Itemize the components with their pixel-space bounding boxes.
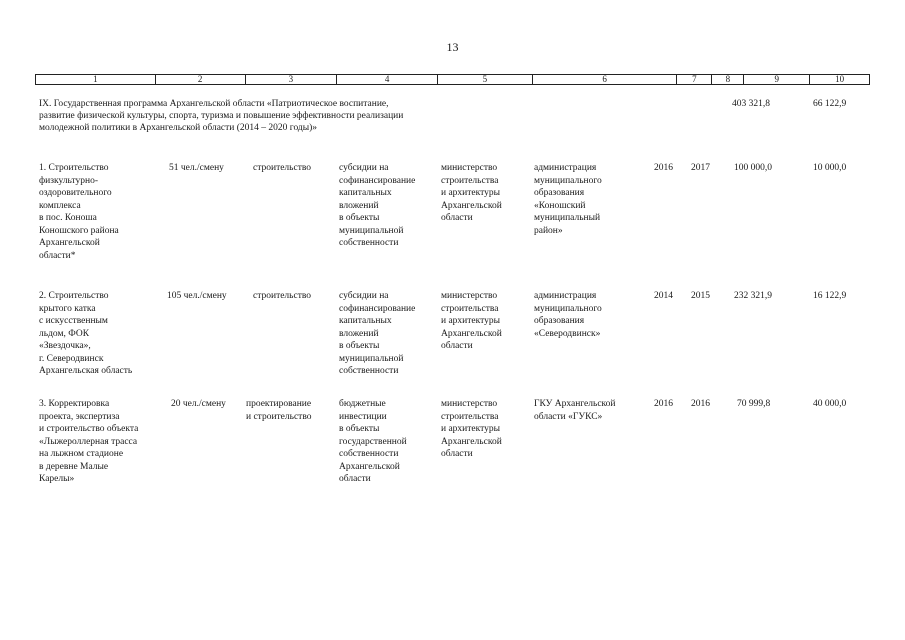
row-3-ministry: министерство строительства и архитектуры Архангельской области <box>441 399 502 459</box>
row-2-capacity: 105 чел./смену <box>167 291 227 301</box>
row-2-year-end: 2015 <box>691 291 710 301</box>
row-3-capacity: 20 чел./смену <box>171 399 226 409</box>
row-1-name: 1. Строительство физкультурно- оздоровительного комплекса в пос. Коноша Коношского района Архангельской области* <box>39 163 119 261</box>
table-header-row <box>35 74 870 85</box>
row-2-amount: 16 122,9 <box>813 291 847 301</box>
row-1-customer: администрация муниципального образования «Коношский муниципальный район» <box>534 163 602 236</box>
header-col-2: 2 <box>156 75 246 84</box>
row-2-year-start: 2014 <box>654 291 673 301</box>
row-3-name: 3. Корректировка проекта, экспертиза и строительство объекта «Лыжероллерная трасса на лыжном стадионе в деревне Малые Карелы» <box>39 399 139 484</box>
row-2-work-type: строительство <box>253 291 312 301</box>
header-col-6: 6 <box>533 75 678 84</box>
row-1-work-type: строительство <box>253 163 312 173</box>
section-total: 403 321,8 <box>732 99 770 109</box>
header-col-1: 1 <box>36 75 156 84</box>
row-1-year-end: 2017 <box>691 163 710 173</box>
row-2-total: 232 321,9 <box>734 291 772 301</box>
section-amount: 66 122,9 <box>813 99 847 109</box>
row-3-total: 70 999,8 <box>737 399 771 409</box>
row-1-capacity: 51 чел./смену <box>169 163 224 173</box>
row-1-year-start: 2016 <box>654 163 673 173</box>
section-title: IX. Государственная программа Архангельской области «Патриотическое воспитание, развитие физической культуры, спорта, туризма и повышение эффективности реализации молодежной политики в Архангельской области (2014 – 2020 годы)» <box>39 99 404 133</box>
row-1-ministry: министерство строительства и архитектуры Архангельской области <box>441 163 502 223</box>
header-col-4: 4 <box>337 75 438 84</box>
page-number: 13 <box>446 40 459 54</box>
row-2-funding: субсидии на софинансирование капитальных вложений в объекты муниципальной собственности <box>339 291 416 376</box>
row-2-customer: администрация муниципального образования «Северодвинск» <box>534 291 602 339</box>
row-3-funding: бюджетные инвестиции в объекты государственной собственности Архангельской области <box>339 399 407 484</box>
row-3-year-start: 2016 <box>654 399 673 409</box>
row-2-ministry: министерство строительства и архитектуры Архангельской области <box>441 291 502 351</box>
row-1-total: 100 000,0 <box>734 163 772 173</box>
row-3-year-end: 2016 <box>691 399 710 409</box>
header-col-10: 10 <box>835 74 845 84</box>
header-col-8: 8 <box>712 75 744 84</box>
header-col-9: 9 <box>744 75 810 84</box>
row-3-amount: 40 000,0 <box>813 399 847 409</box>
header-col-5: 5 <box>438 75 533 84</box>
row-1-funding: субсидии на софинансирование капитальных вложений в объекты муниципальной собственности <box>339 163 416 248</box>
row-1-amount: 10 000,0 <box>813 163 847 173</box>
row-3-customer: ГКУ Архангельской области «ГУКС» <box>534 399 616 422</box>
row-2-name: 2. Строительство крытого катка с искусственным льдом, ФОК «Звездочка», г. Северодвинск Архангельская область <box>39 291 133 376</box>
row-3-work-type: проектирование и строительство <box>246 399 312 422</box>
header-col-3: 3 <box>246 75 338 84</box>
header-col-7: 7 <box>677 75 712 84</box>
